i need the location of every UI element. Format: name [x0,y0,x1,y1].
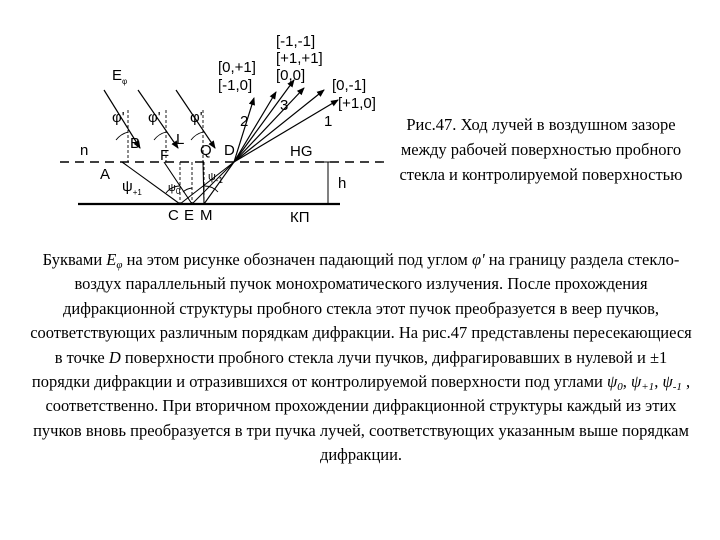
label-m: M [200,207,213,224]
phi-prime-symbol: φ' [471,250,485,269]
label-hg: HG [290,143,313,160]
label-e-phi: $E_\varphi$ [112,67,128,86]
psi-plus1-symbol: $\psi_{+1}$ [631,372,655,394]
separator-2: , [654,372,663,392]
label-h: h [338,175,347,192]
angle-arc-3 [191,132,203,140]
label-phi-3: φ' [190,109,203,126]
body-paragraph [30,248,692,468]
label-n: n [80,142,89,159]
body-text-2: на этом рисунке обозначен падающий под углом [122,250,472,269]
body-text-1: Буквами [42,250,107,269]
figure-caption [398,112,684,187]
e-phi-symbol: $E_\varphi$ [106,250,123,271]
label-l: L [176,131,185,148]
label-b: B [130,135,141,152]
ray-diagram-svg [40,22,400,234]
order-label-p10: [+1,0] [338,95,376,112]
label-phi-1: φ' [112,109,125,126]
order-number-3: 3 [280,97,289,114]
label-f: F [160,147,170,164]
label-a: A [100,166,111,183]
caption-text: Ход лучей в воздушном зазоре между рабочей поверхностью пробного стекла и контролируемой поверхностью [399,115,683,184]
d-point-symbol: D [108,347,121,367]
body-text-5: , соответственно. При вторичном прохождении дифракционной структуры каждый из этих пучков вновь преобразуется в три пучка лучей, соответствующих указанным выше порядкам дифракции. [33,372,691,465]
label-kp: КП [290,209,310,226]
order-label-0p1: [0,+1] [218,59,256,76]
angle-arc-2 [154,132,166,140]
label-e: E [184,207,195,224]
caption-number: Рис.47. [406,115,457,134]
body-text-3: на границу раздела стекло-воздух параллельный пучок монохроматического излучения. После прохождения дифракционной структуры пробного стекла этот пучок преобразуется в веер пучков, соответствующих различным порядкам дифракции. На рис.47 представлены пересекающиеся в точке [30,250,692,367]
label-q: Q [200,142,212,159]
label-d: D [224,142,235,159]
order-label-p1p1: [+1,+1] [276,50,323,67]
order-label-m1m1: [-1,-1] [276,33,316,50]
order-label-0m1: [0,-1] [332,77,367,94]
order-number-2: 2 [240,113,249,130]
label-c: C [168,207,179,224]
label-psi-minus: $\psi_{-1}$ [208,171,223,185]
order-number-1: 1 [324,113,333,130]
order-label-00: [0,0] [276,67,306,84]
body-text-4: поверхности пробного стекла лучи пучков, дифрагировавших в нулевой и ±1 порядки дифракции и отразившихся от контролируемой поверхности под углами [31,347,668,392]
label-phi-2: φ' [148,109,161,126]
label-psi-zero: $\psi_0$ [168,182,181,196]
separator-1: , [622,372,631,392]
psi-minus1-symbol: $\psi_{-1}$ [662,372,682,394]
psi-0-symbol: $\psi_0$ [607,372,623,394]
gap-ray-c-d [180,162,234,204]
ray-diagram-figure [40,22,400,234]
angle-arc-psi-0 [183,188,192,192]
angle-arc-1 [116,132,128,140]
label-psi-plus: $\psi_{+1}$ [122,178,142,197]
gap-ray-e-d [192,162,234,204]
order-label-m10: [-1,0] [218,77,253,94]
